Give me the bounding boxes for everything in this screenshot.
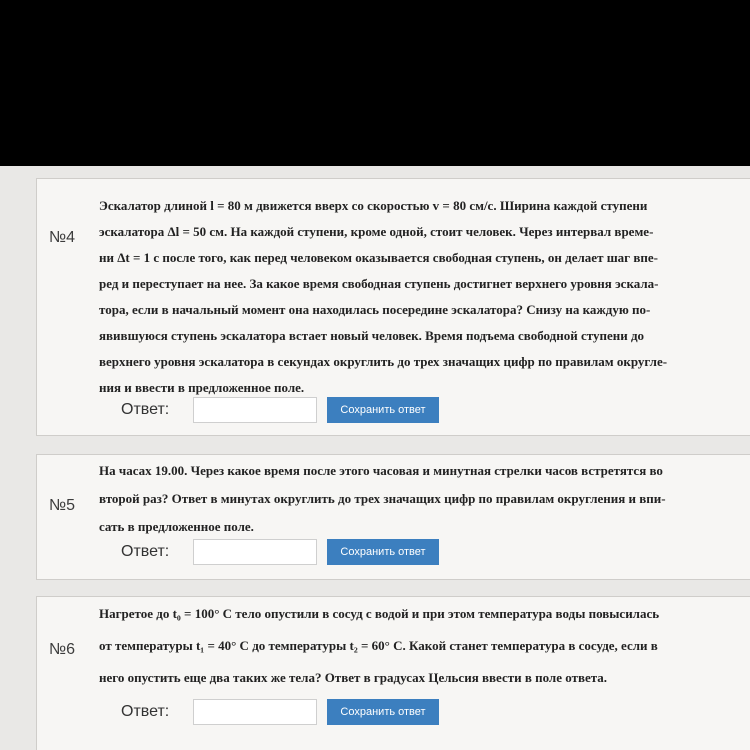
save-answer-button[interactable]: Сохранить ответ [327,699,439,725]
answer-input[interactable] [193,699,317,725]
task-text-line: тора, если в начальный момент она находилась посередине эскалатора? Снизу на каждую по- [99,302,651,317]
task-text [99,598,711,694]
task-text-line: На часах 19.00. Через какое время после этого часовая и минутная стрелки часов встретятся во [99,463,663,478]
task-text-line: сать в предложенное поле. [99,519,254,534]
save-answer-button[interactable]: Сохранить ответ [327,539,439,565]
task-number: №5 [49,497,76,514]
task-text-line: явившуюся ступень эскалатора встает новый человек. Время подъема свободной ступени до [99,328,645,343]
task-text-line: Нагретое до t₀ = 100° С тело опустили в сосуд с водой и при этом температура воды повысилась [99,606,660,621]
task-text-line: ния и ввести в предложенное поле. [99,380,305,395]
answer-input[interactable] [193,539,317,565]
task-card-6 [36,596,750,750]
answer-input[interactable] [193,397,317,423]
answer-label: Ответ: [121,401,170,418]
task-text-line: ред и переступает на нее. За какое время свободная ступень достигнет верхнего уровня эскала- [99,276,659,291]
page-area [0,166,750,750]
task-number: №4 [49,229,76,246]
task-text [99,193,711,401]
task-text-line: него опустить еще два таких же тела? Ответ в градусах Цельсия ввести в поле ответа. [99,670,608,685]
save-answer-button[interactable]: Сохранить ответ [327,397,439,423]
task-text [99,457,711,541]
task-text-line: от температуры t₁ = 40° С до температуры t₂ = 60° С. Какой станет температура в сосуде, если в [99,638,658,653]
task-text-line: второй раз? Ответ в минутах округлить до трех значащих цифр по правилам округления и впи- [99,491,666,506]
task-text-line: верхнего уровня эскалатора в секундах округлить до трех значащих цифр по правилам округле- [99,354,668,369]
answer-label: Ответ: [121,703,170,720]
answer-label: Ответ: [121,543,170,560]
task-text-line: эскалатора Δl = 50 см. На каждой ступени, кроме одной, стоит человек. Через интервал време- [99,224,654,239]
task-text-line: ни Δt = 1 с после того, как перед человеком оказывается свободная ступень, он делает шаг впе- [99,250,658,265]
task-number: №6 [49,641,76,658]
task-text-line: Эскалатор длиной l = 80 м движется вверх со скоростью v = 80 см/с. Ширина каждой ступени [99,198,648,213]
task-card-4 [36,178,750,436]
task-card-5 [36,454,750,580]
